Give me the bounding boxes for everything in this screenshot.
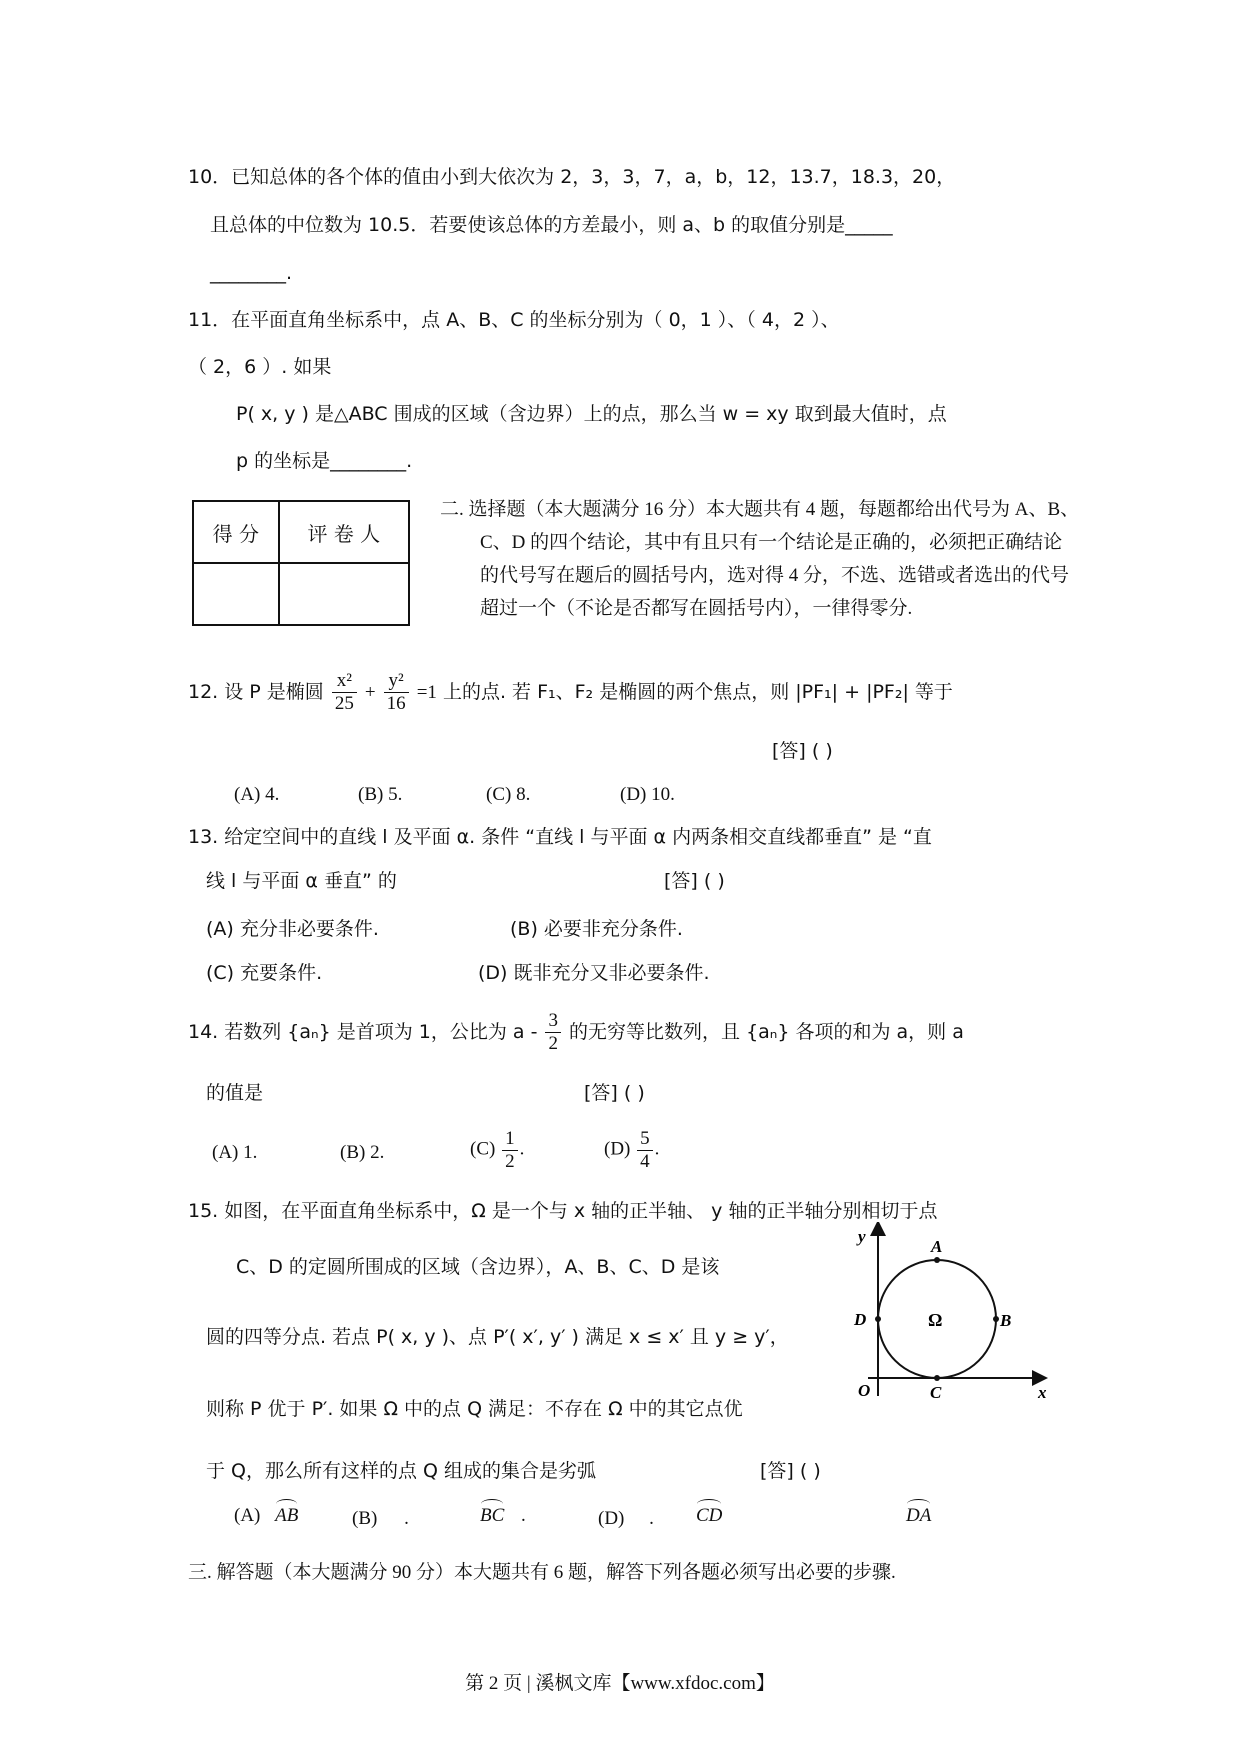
q14-option-c-label: (C) [470,1138,496,1160]
q14-option-c: (C) $\frac{1}{2}$ . [470,1128,525,1172]
q13-answer: [答] ( ) [664,870,725,892]
score-header: 得 分 [193,501,279,563]
point-a [934,1257,940,1263]
q15-line4: 则称 P 优于 P′. 如果 Ω 中的点 Q 满足：不存在 Ω 中的其它点优 [206,1398,743,1420]
fig-a-label: A [931,1237,943,1256]
q15-line3: 圆的四等分点. 若点 P( x, y )、点 P′( x′, y′ ) 满足 x ≤ x′ 且 y ≥ y′， [206,1326,789,1348]
q12-fraction-y [384,670,409,715]
q11-line4: p 的坐标是________. [236,450,413,472]
q15-option-a [234,1505,298,1527]
fig-region-label: Ω [928,1310,943,1330]
fig-x-label: x [1038,1383,1047,1402]
q14-den: 2 [548,1032,558,1054]
q14-option-c-fraction [502,1128,518,1173]
q15-option-d-text: . [649,1508,654,1529]
q13-option-d: (D) 既非充分又非必要条件. [478,962,710,984]
q14-stem [188,1010,964,1055]
q12-option-a: (A) 4. [234,784,280,805]
section3-heading: 三. 解答题（本大题满分 90 分）本大题共有 6 题，解答下列各题必须写出必要的步骤. [188,1562,896,1583]
q12-den1: 25 [334,692,354,714]
q15-option-a-label: (A) [234,1505,261,1526]
q12-fraction-x [332,670,357,715]
q13-line2: 线 l 与平面 α 垂直” 的 [206,870,397,892]
q13-option-c: (C) 充要条件. [206,962,323,984]
point-d [875,1316,881,1322]
q14-option-a: (A) 1. [212,1142,258,1163]
q12-eq: =1 [416,681,437,703]
q15-option-b-label: (B) [352,1508,378,1529]
q14-prefix: 14. 若数列 {aₙ} 是首项为 1，公比为 a - [188,1020,538,1043]
q14-suffix: 的无穷等比数列，且 {aₙ} 各项的和为 a，则 a [569,1020,964,1043]
q15-option-b [352,1508,409,1530]
q14-option-d: (D) $\frac{5}{4}$ . [604,1128,660,1172]
q12-stem [188,670,953,715]
fig-b-label: B [1000,1311,1012,1330]
fig-y-label: y [858,1227,866,1246]
q15-option-c-arc: BC [480,1505,505,1526]
fig-d-label: D [854,1310,867,1329]
q15-option-c [480,1505,526,1527]
q12-num1: x² [332,670,357,693]
q12-prefix: 12. 设 P 是椭圆 [188,680,324,703]
q15-option-a-arc: AB [275,1505,299,1526]
q14-option-d-label: (D) [604,1138,631,1160]
q15-answer: [答] ( ) [760,1460,821,1482]
q14-option-b: (B) 2. [340,1142,385,1163]
q12-answer: [答] ( ) [772,740,833,762]
q14-num: 3 [545,1010,561,1033]
q14-fraction [545,1010,561,1055]
q15-option-d-label: (D) [598,1508,625,1529]
grader-header: 评 卷 人 [279,501,409,563]
q15-circle-figure [848,1222,1048,1402]
q14-option-d-den: 4 [640,1150,650,1172]
q12-num2: y² [384,670,409,693]
q14-option-c-den: 2 [505,1150,515,1172]
q15-option-d [598,1508,654,1530]
q10-line3: ________. [210,262,293,284]
score-cell [193,563,279,625]
fig-c-label: C [930,1383,942,1402]
q12-option-d: (D) 10. [620,784,675,805]
score-table [192,500,410,626]
fig-origin-label: O [858,1381,871,1400]
point-b [993,1316,999,1322]
page-footer: 第 2 页 | 溪枫文库【www.xfdoc.com】 [465,1673,775,1694]
q12-suffix: 上的点. 若 F₁、F₂ 是椭圆的两个焦点，则 |PF₁| + |PF₂| 等于 [442,680,953,703]
q14-answer: [答] ( ) [584,1082,645,1104]
q13-option-a: (A) 充分非必要条件. [206,918,379,940]
q15-line1: 15. 如图，在平面直角坐标系中，Ω 是一个与 x 轴的正半轴、 y 轴的正半轴分别相切于点 [188,1200,938,1222]
q15-option-c-text: . [521,1505,526,1526]
q11-line2: （ 2，6 ）. 如果 [188,356,332,378]
q15-line2: C、D 的定圆所围成的区域（含边界），A、B、C、D 是该 [236,1256,720,1278]
q14-line2: 的值是 [206,1082,264,1104]
q15-line5: 于 Q，那么所有这样的点 Q 组成的集合是劣弧 [206,1460,597,1482]
q15-arc-da-label: DA [906,1505,932,1526]
q14-option-c-num: 1 [502,1128,518,1151]
grader-cell [279,563,409,625]
q13-option-b: (B) 必要非充分条件. [510,918,683,940]
q13-line1: 13. 给定空间中的直线 l 及平面 α. 条件 “直线 l 与平面 α 内两条相交直线都垂直” 是 “直 [188,826,932,848]
q15-arc-da [906,1505,931,1527]
q15-option-b-text: . [404,1508,409,1529]
q12-option-b: (B) 5. [358,784,403,805]
q14-option-d-num: 5 [637,1128,653,1151]
q12-den2: 16 [386,692,406,714]
q14-option-d-fraction [637,1128,653,1173]
q12-option-c: (C) 8. [486,784,531,805]
q11-line1: 11．在平面直角坐标系中，点 A、B、C 的坐标分别为（ 0，1 ）、（ 4，2 ）、 [188,309,840,331]
section2-instructions [440,493,1080,625]
q11-line3: P( x, y ) 是△ABC 围成的区域（含边界）上的点，那么当 w = xy 取到最大值时，点 [236,403,947,425]
q15-arc-cd [696,1505,722,1527]
point-c [934,1375,940,1381]
q10-line2: 且总体的中位数为 10.5．若要使该总体的方差最小，则 a、b 的取值分别是_____ [210,214,893,236]
section2-text: 二. 选择题（本大题满分 16 分）本大题共有 4 题，每题都给出代号为 A、B、C、D 的四个结论，其中有且只有一个结论是正确的，必须把正确结论的代号写在题后的圆括号内，选对得 4 分，不选、选错或者选出的代号超过一个（不论是否都写在圆括号内），一律得零分. [440,499,1080,619]
q10-line1: 10．已知总体的各个体的值由小到大依次为 2，3，3，7，a，b，12，13.7，18.3，20， [188,166,956,188]
q12-plus: + [364,681,376,703]
q15-arc-cd-label: CD [696,1505,723,1526]
